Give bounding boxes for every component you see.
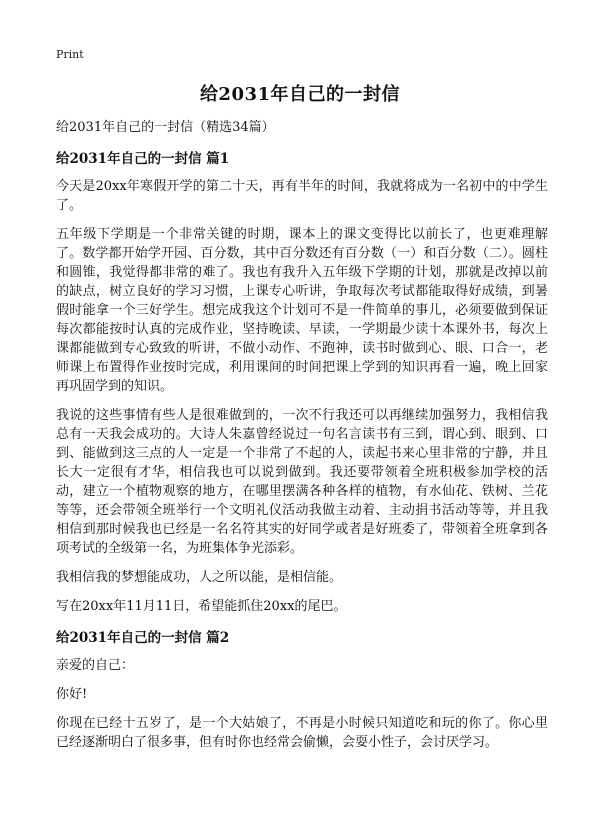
paragraph: 你现在已经十五岁了，是一个大姑娘了，不再是小时候只知道吃和玩的你了。你心里已经逐渐明白了很多事，但有时你也经常会偷懒，会耍小性子，会讨厌学习。 bbox=[56, 716, 548, 750]
paragraph: 亲爱的自己： bbox=[56, 658, 135, 673]
paragraph: 今天是20xx年寒假开学的第二十天，再有半年的时间，我就将成为一名初中的中学生了。 bbox=[56, 179, 548, 213]
document-title: 给2031年自己的一封信 bbox=[199, 84, 401, 105]
paragraph: 我说的这些事情有些人是很难做到的，一次不行我还可以再继续加强努力，我相信我总有一天我会成功的。大诗人朱嘉曾经说过一句名言读书有三到，谓心到、眼到、口到、能做到这三点的人一定是一个非常了不起的人，读起书来心里非常的宁静，并且长大一定很有才华，相信我也可以说到做到。我还要带领着全班积极参加学校的活动，建立一个植物观察的地方，在哪里摆满各种各样的植物，有水仙花、铁树、兰花等等，还会带领全班举行一个文明礼仪活动我做主动着、主动捐书活动等等，并且我相信到那时候我也已经是一名名符其实的好同学或者是好班委了，带领着全班拿到各项考试的全级第一名，为班集体争光添彩。 bbox=[56, 408, 548, 556]
section-heading: 给2031年自己的一封信 篇2 bbox=[56, 630, 230, 646]
section-2 bbox=[56, 628, 548, 752]
document-content bbox=[56, 118, 548, 762]
paragraph: 我相信我的梦想能成功，人之所以能，是相信能。 bbox=[56, 570, 343, 585]
section-heading: 给2031年自己的一封信 篇1 bbox=[56, 151, 230, 167]
section-1 bbox=[56, 149, 548, 616]
paragraph: 你好! bbox=[56, 687, 88, 702]
document-subtitle: 给2031年自己的一封信（精选34篇） bbox=[56, 120, 275, 135]
paragraph: 五年级下学期是一个非常关键的时期，课本上的课文变得比以前长了，也更难理解了。数学都开始学开园、百分数，其中百分数还有百分数（一）和百分数（二）。圆柱和圆锥，我觉得都非常的难了。我也有我升入五年级下学期的计划，那就是改掉以前的缺点，树立良好的学习习惯，上课专心听讲，争取每次考试都能取得好成绩，到暑假时能拿一个三好学生。想完成我这个计划可不是一件简单的事儿，必须要做到保证每次都能按时认真的完成作业，坚持晚读、早读，一学期最少读十本课外书，每次上课都能做到专心致致的听讲，不做小动作、不跑神，读书时做到心、眼、口合一，老师课上布置得作业按时完成，利用课间的时间把课上学到的知识再看一遍，晚上回家再巩固学到的知识。 bbox=[56, 227, 548, 394]
paragraph: 写在20xx年11月11日，希望能抓住20xx的尾巴。 bbox=[56, 599, 347, 614]
print-label: Print bbox=[56, 48, 84, 61]
